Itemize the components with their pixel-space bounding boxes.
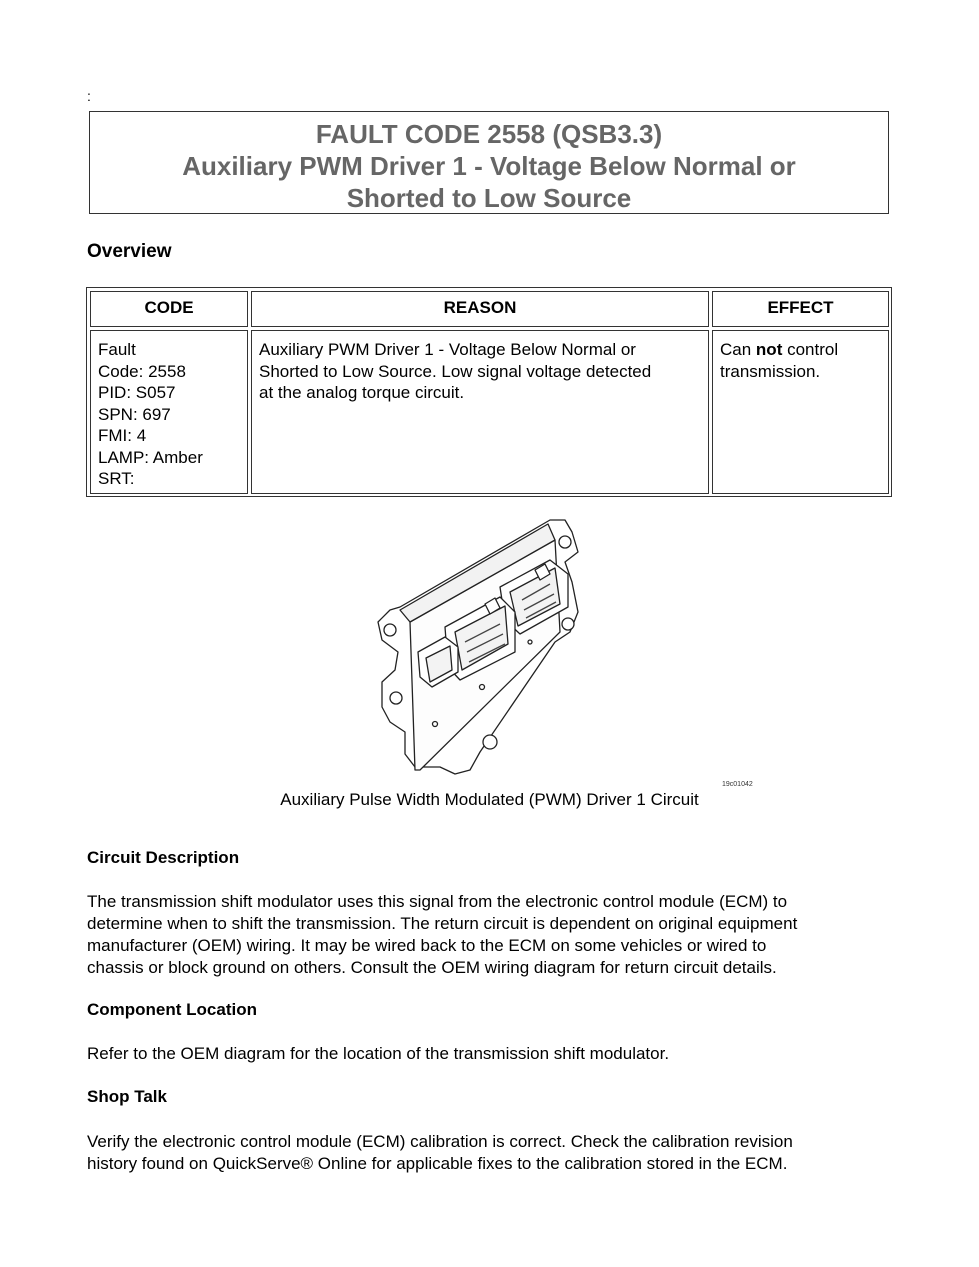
figure-ref-label: 19c01042: [722, 781, 753, 788]
effect-line-1: [720, 339, 881, 361]
effect-suffix: control: [782, 340, 839, 359]
code-line: SRT:: [98, 469, 135, 488]
overview-heading: Overview: [87, 241, 172, 262]
reason-line: at the analog torque circuit.: [259, 383, 465, 402]
effect-emphasis: not: [755, 340, 783, 359]
header-effect: EFFECT: [712, 291, 889, 327]
component-location-text: Refer to the OEM diagram for the location of the transmission shift modulator.: [87, 1044, 670, 1063]
code-line: FMI: 4: [98, 426, 147, 445]
reason-line: Shorted to Low Source. Low signal voltage detected: [259, 361, 652, 381]
overview-table: [86, 287, 892, 497]
shop-talk-heading: Shop Talk: [87, 1087, 167, 1106]
circuit-line: The transmission shift modulator uses this signal from the electronic control module (ECM) to: [87, 892, 788, 911]
code-line: SPN: 697: [98, 404, 171, 424]
effect-prefix: Can: [720, 340, 756, 359]
shoptalk-line: Verify the electronic control module (ECM) calibration is correct. Check the calibration revision: [87, 1132, 793, 1151]
page-marker: :: [87, 88, 91, 104]
circuit-description-text: [87, 891, 897, 979]
reason-line: Auxiliary PWM Driver 1 - Voltage Below Normal or: [259, 340, 636, 359]
effect-cell: [712, 330, 889, 494]
code-line: LAMP: Amber: [98, 447, 203, 467]
code-line: PID: S057: [98, 383, 176, 402]
code-line: Fault: [98, 340, 136, 359]
fault-title-box: [89, 111, 889, 214]
ecm-illustration: [360, 512, 760, 792]
circuit-line: chassis or block ground on others. Consult the OEM wiring diagram for return circuit details.: [87, 958, 777, 977]
circuit-line: determine when to shift the transmission. The return circuit is dependent on original equipment: [87, 914, 798, 933]
fault-title-line-3: Shorted to Low Source: [346, 183, 632, 213]
code-line: Code: 2558: [98, 361, 186, 381]
shoptalk-line: history found on QuickServe® Online for applicable fixes to the calibration stored in the ECM.: [87, 1154, 788, 1173]
fault-title-line-2: Auxiliary PWM Driver 1 - Voltage Below Normal or: [182, 151, 796, 181]
effect-line-2: transmission.: [720, 361, 821, 381]
circuit-line: manufacturer (OEM) wiring. It may be wired back to the ECM on some vehicles or wired to: [87, 936, 767, 955]
figure-caption: Auxiliary Pulse Width Modulated (PWM) Driver 1 Circuit: [280, 790, 699, 809]
component-location-heading: Component Location: [87, 1000, 257, 1019]
shop-talk-text: [87, 1131, 897, 1175]
reason-cell: [251, 330, 709, 494]
fault-code-title: FAULT CODE 2558 (QSB3.3): [315, 119, 663, 149]
code-cell: [90, 330, 248, 494]
header-reason: REASON: [251, 291, 709, 327]
circuit-description-heading: Circuit Description: [87, 848, 240, 867]
header-code: CODE: [90, 291, 248, 327]
